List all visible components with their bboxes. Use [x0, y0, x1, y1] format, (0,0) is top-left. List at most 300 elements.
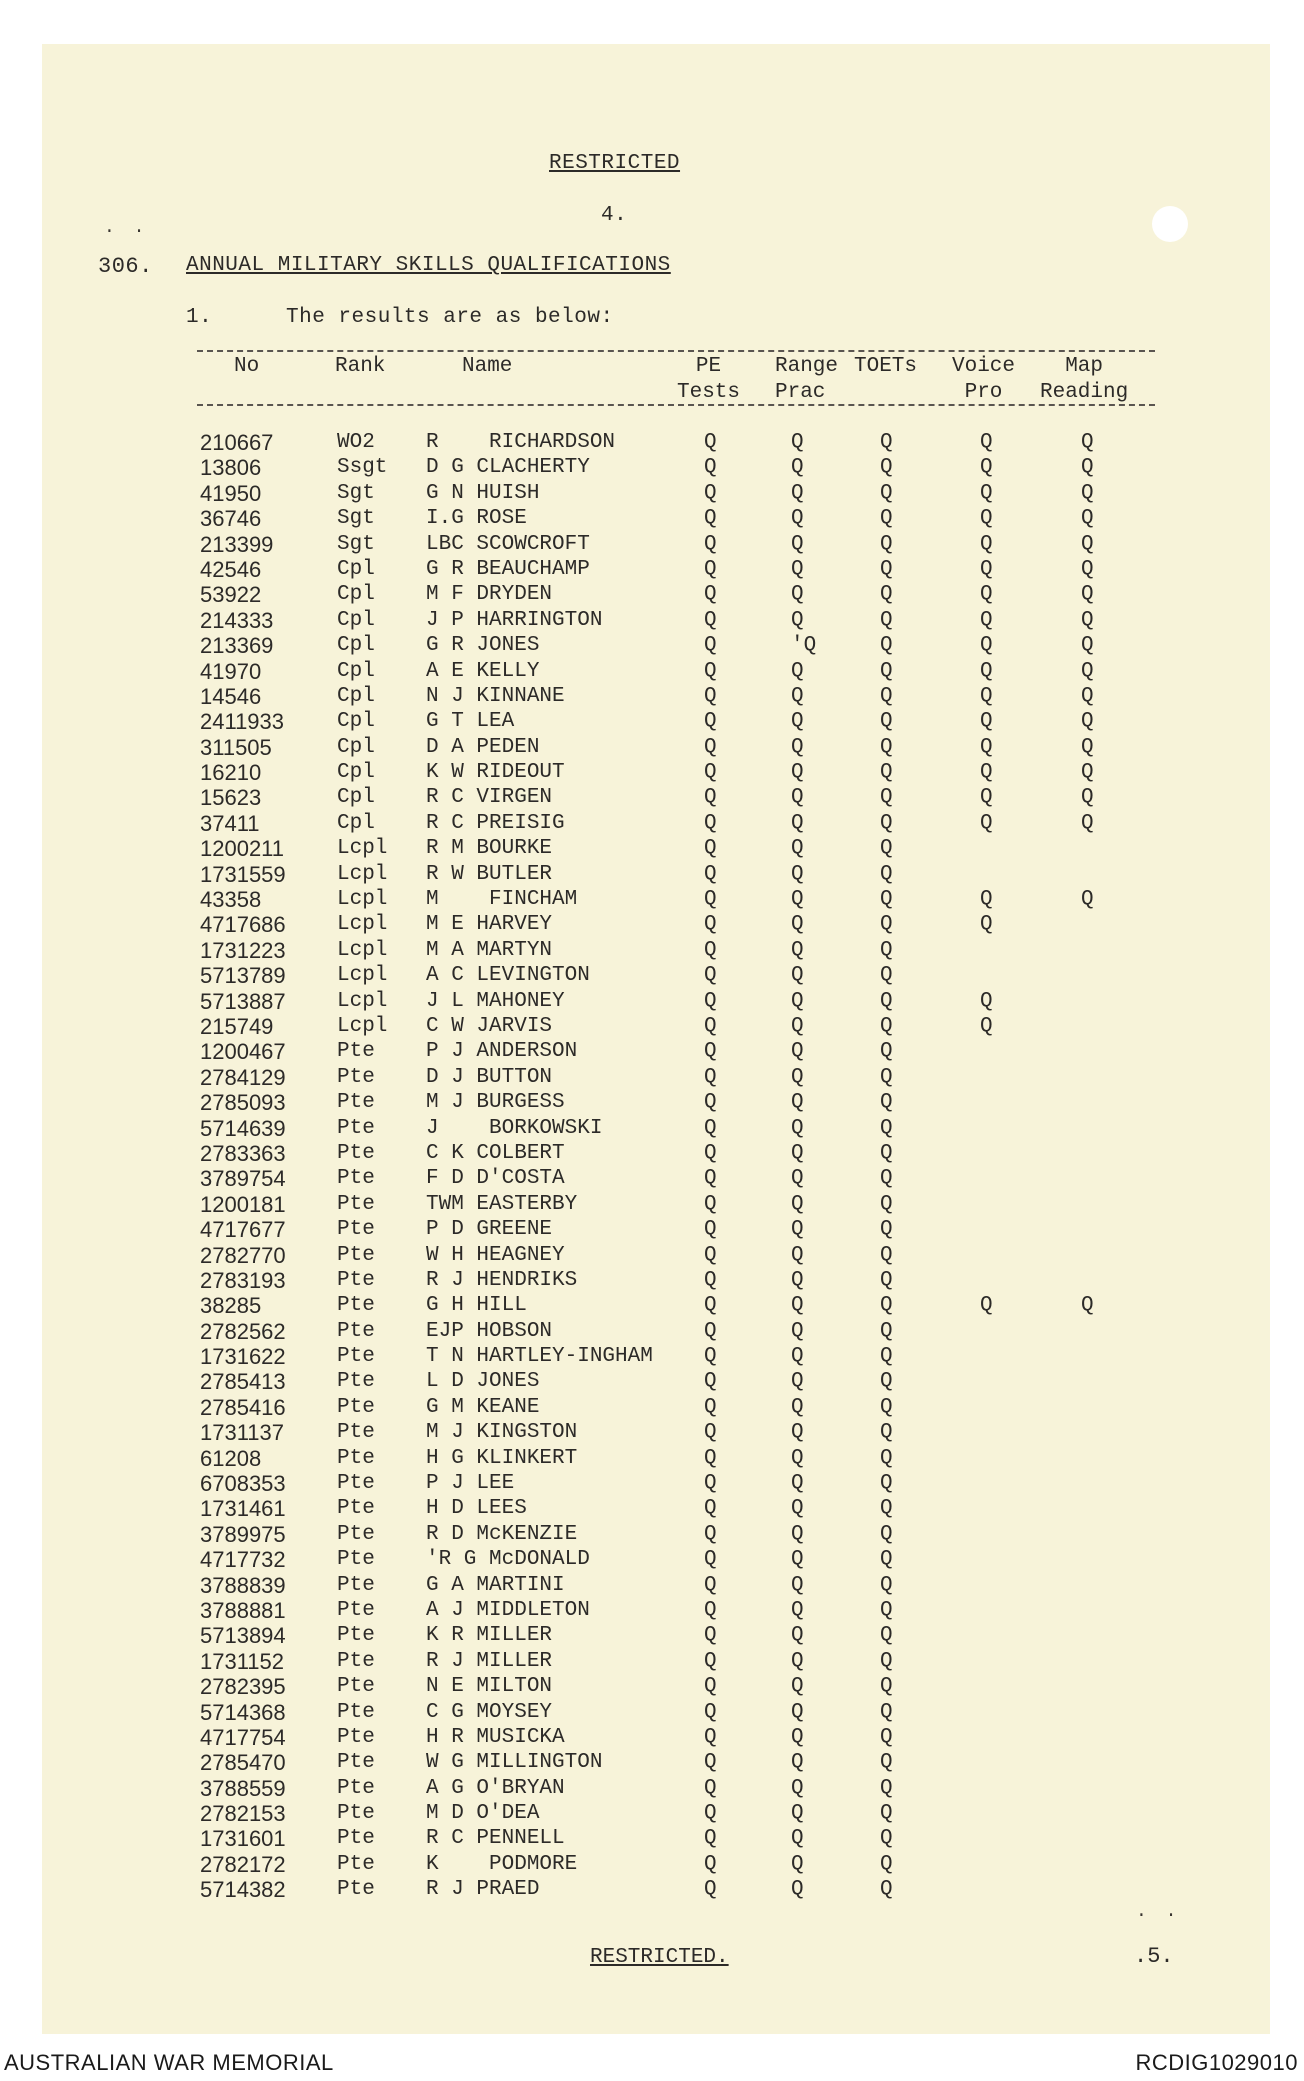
- cell-toets: Q: [880, 507, 893, 531]
- cell-pe-tests: Q: [704, 1725, 717, 1749]
- cell-pe-tests: Q: [704, 837, 717, 861]
- cell-map-reading: Q: [1081, 888, 1094, 912]
- cell-no: 4717677: [200, 1217, 286, 1243]
- cell-pe-tests: Q: [704, 1167, 717, 1191]
- table-row: [197, 1547, 1155, 1572]
- cell-no: 2783193: [200, 1267, 286, 1293]
- cell-no: 3789975: [200, 1521, 286, 1547]
- cell-toets: Q: [880, 1598, 893, 1622]
- cell-rank: Pte: [337, 1167, 375, 1191]
- cell-rank: Pte: [337, 1294, 375, 1318]
- cell-range-prac: Q: [791, 532, 804, 556]
- cell-name: D A PEDEN: [426, 735, 540, 759]
- caption-right: RCDIG1029010: [1135, 2050, 1298, 2075]
- cell-toets: Q: [880, 1091, 893, 1115]
- header-classification: RESTRICTED: [549, 152, 681, 175]
- cell-rank: Pte: [337, 1751, 375, 1775]
- table-row: [197, 709, 1155, 734]
- cell-name: R D McKENZIE: [426, 1522, 578, 1546]
- cell-map-reading: Q: [1081, 456, 1094, 480]
- cell-rank: Pte: [337, 1116, 375, 1140]
- cell-map-reading: Q: [1081, 811, 1094, 835]
- paragraph-text: The results are as below:: [286, 306, 614, 329]
- cell-pe-tests: Q: [704, 557, 717, 581]
- cell-toets: Q: [880, 761, 893, 785]
- cell-name: K PODMORE: [426, 1852, 578, 1876]
- cell-rank: Pte: [337, 1319, 375, 1343]
- cell-name: A E KELLY: [426, 659, 540, 683]
- margin-marks: · ·: [1136, 1906, 1181, 1926]
- cell-no: 43358: [200, 887, 262, 913]
- cell-name: R J HENDRIKS: [426, 1268, 578, 1292]
- cell-name: M FINCHAM: [426, 888, 578, 912]
- results-table: [197, 430, 1155, 1903]
- cell-rank: Pte: [337, 1395, 375, 1419]
- cell-rank: Pte: [337, 1446, 375, 1470]
- cell-pe-tests: Q: [704, 1116, 717, 1140]
- cell-range-prac: Q: [791, 1573, 804, 1597]
- cell-pe-tests: Q: [704, 913, 717, 937]
- cell-name: C G MOYSEY: [426, 1700, 553, 1724]
- cell-pe-tests: Q: [704, 1421, 717, 1445]
- cell-rank: Lcpl: [337, 989, 388, 1013]
- cell-no: 1731622: [200, 1344, 286, 1370]
- cell-toets: Q: [880, 1649, 893, 1673]
- cell-rank: Lcpl: [337, 913, 388, 937]
- cell-name: G H HILL: [426, 1294, 527, 1318]
- cell-pe-tests: Q: [704, 1294, 717, 1318]
- cell-pe-tests: Q: [704, 1192, 717, 1216]
- cell-range-prac: Q: [791, 735, 804, 759]
- cell-pe-tests: Q: [704, 989, 717, 1013]
- cell-rank: Lcpl: [337, 964, 388, 988]
- cell-rank: Cpl: [337, 659, 375, 683]
- table-row: [197, 1014, 1155, 1039]
- cell-name: M E HARVEY: [426, 913, 553, 937]
- cell-rank: Pte: [337, 1497, 375, 1521]
- cell-no: 1200467: [200, 1039, 286, 1065]
- cell-rank: Cpl: [337, 684, 375, 708]
- cell-no: 2411933: [200, 709, 285, 735]
- punch-hole: [1152, 206, 1188, 242]
- cell-pe-tests: Q: [704, 1446, 717, 1470]
- table-row: [197, 1649, 1155, 1674]
- table-row: [197, 455, 1155, 480]
- cell-name: K R MILLER: [426, 1624, 553, 1648]
- cell-map-reading: Q: [1081, 761, 1094, 785]
- cell-rank: Cpl: [337, 557, 375, 581]
- table-row: [197, 1573, 1155, 1598]
- cell-no: 1731137: [200, 1420, 285, 1446]
- table-row: [197, 1192, 1155, 1217]
- cell-no: 14546: [200, 683, 262, 709]
- cell-rank: Pte: [337, 1192, 375, 1216]
- table-row: [197, 887, 1155, 912]
- cell-no: 1200211: [200, 836, 285, 862]
- cell-voice-pro: Q: [980, 684, 993, 708]
- cell-name: M D O'DEA: [426, 1802, 540, 1826]
- cell-no: 13806: [200, 455, 262, 481]
- cell-no: 5713887: [200, 988, 286, 1014]
- cell-rank: Sgt: [337, 507, 375, 531]
- cell-voice-pro: Q: [980, 786, 993, 810]
- cell-toets: Q: [880, 1319, 893, 1343]
- table-row: [197, 862, 1155, 887]
- table-row: [197, 1369, 1155, 1394]
- cell-no: 2782770: [200, 1242, 286, 1268]
- cell-no: 2782562: [200, 1318, 286, 1344]
- table-row: [197, 760, 1155, 785]
- cell-toets: Q: [880, 1268, 893, 1292]
- cell-pe-tests: Q: [704, 938, 717, 962]
- cell-pe-tests: Q: [704, 1878, 717, 1902]
- cell-toets: Q: [880, 1370, 893, 1394]
- table-row: [197, 1293, 1155, 1318]
- cell-pe-tests: Q: [704, 1852, 717, 1876]
- cell-range-prac: Q: [791, 1802, 804, 1826]
- cell-voice-pro: Q: [980, 761, 993, 785]
- cell-name: R RICHARDSON: [426, 431, 616, 454]
- table-row: [197, 1166, 1155, 1191]
- cell-pe-tests: Q: [704, 1243, 717, 1267]
- cell-voice-pro: Q: [980, 634, 993, 658]
- paragraph-number: 1.: [186, 306, 213, 329]
- cell-toets: Q: [880, 837, 893, 861]
- table-row: [197, 1801, 1155, 1826]
- cell-name: H R MUSICKA: [426, 1725, 565, 1749]
- cell-no: 36746: [200, 506, 262, 532]
- cell-voice-pro: Q: [980, 532, 993, 556]
- cell-voice-pro: Q: [980, 608, 993, 632]
- cell-toets: Q: [880, 913, 893, 937]
- cell-range-prac: Q: [791, 811, 804, 835]
- cell-toets: Q: [880, 1421, 893, 1445]
- cell-pe-tests: Q: [704, 1345, 717, 1369]
- cell-toets: Q: [880, 608, 893, 632]
- cell-name: G A MARTINI: [426, 1573, 565, 1597]
- cell-name: R W BUTLER: [426, 862, 553, 886]
- cell-rank: Pte: [337, 1040, 375, 1064]
- cell-name: G T LEA: [426, 710, 515, 734]
- cell-name: G N HUISH: [426, 481, 540, 505]
- cell-range-prac: Q: [791, 1649, 804, 1673]
- cell-rank: Ssgt: [337, 456, 388, 480]
- cell-pe-tests: Q: [704, 532, 717, 556]
- cell-name: T N HARTLEY-INGHAM: [426, 1345, 653, 1369]
- table-row: [197, 836, 1155, 861]
- cell-voice-pro: Q: [980, 659, 993, 683]
- table-row: [197, 963, 1155, 988]
- cell-range-prac: Q: [791, 1751, 804, 1775]
- cell-range-prac: Q: [791, 1548, 804, 1572]
- table-row: [197, 1446, 1155, 1471]
- cell-range-prac: Q: [791, 964, 804, 988]
- cell-no: 214333: [200, 607, 274, 633]
- cell-voice-pro: Q: [980, 557, 993, 581]
- cell-pe-tests: Q: [704, 761, 717, 785]
- cell-no: 213369: [200, 633, 274, 659]
- cell-range-prac: Q: [791, 761, 804, 785]
- cell-range-prac: Q: [791, 938, 804, 962]
- cell-no: 215749: [200, 1013, 274, 1039]
- cell-range-prac: Q: [791, 1522, 804, 1546]
- col-no: No: [234, 355, 260, 378]
- cell-name: 'R G McDONALD: [426, 1548, 590, 1572]
- cell-range-prac: Q: [791, 1268, 804, 1292]
- cell-toets: Q: [880, 811, 893, 835]
- cell-no: 1731559: [200, 861, 286, 887]
- table-row: [197, 481, 1155, 506]
- cell-range-prac: Q: [791, 1675, 804, 1699]
- cell-rank: Pte: [337, 1548, 375, 1572]
- cell-pe-tests: Q: [704, 1497, 717, 1521]
- table-row: [197, 1243, 1155, 1268]
- cell-name: J BORKOWSKI: [426, 1116, 603, 1140]
- col-toets: TOETs: [854, 355, 918, 378]
- cell-range-prac: Q: [791, 1624, 804, 1648]
- cell-rank: Pte: [337, 1624, 375, 1648]
- cell-no: 41950: [200, 480, 262, 506]
- cell-rank: Cpl: [337, 735, 375, 759]
- cell-rank: Sgt: [337, 532, 375, 556]
- table-row: [197, 1826, 1155, 1851]
- cell-range-prac: Q: [791, 1091, 804, 1115]
- cell-pe-tests: Q: [704, 608, 717, 632]
- cell-voice-pro: Q: [980, 507, 993, 531]
- cell-pe-tests: Q: [704, 659, 717, 683]
- cell-no: 5714639: [200, 1115, 286, 1141]
- col-map: Map Reading: [1040, 355, 1129, 404]
- table-row: [197, 785, 1155, 810]
- cell-range-prac: Q: [791, 1700, 804, 1724]
- cell-range-prac: Q: [791, 1497, 804, 1521]
- cell-no: 311505: [200, 734, 272, 760]
- table-row: [197, 506, 1155, 531]
- cell-rank: Pte: [337, 1725, 375, 1749]
- table-row: [197, 1065, 1155, 1090]
- table-row: [197, 1217, 1155, 1242]
- cell-no: 37411: [200, 810, 260, 836]
- col-voice: Voice Pro: [952, 355, 1016, 404]
- cell-range-prac: Q: [791, 456, 804, 480]
- cell-range-prac: Q: [791, 481, 804, 505]
- cell-range-prac: Q: [791, 1878, 804, 1902]
- cell-no: 1731152: [200, 1648, 285, 1674]
- cell-toets: Q: [880, 1446, 893, 1470]
- cell-name: D G CLACHERTY: [426, 456, 590, 480]
- cell-no: 41970: [200, 658, 262, 684]
- cell-pe-tests: Q: [704, 888, 717, 912]
- cell-pe-tests: Q: [704, 1091, 717, 1115]
- cell-pe-tests: Q: [704, 481, 717, 505]
- cell-no: 3788881: [200, 1597, 286, 1623]
- cell-pe-tests: Q: [704, 710, 717, 734]
- cell-range-prac: 'Q: [791, 634, 817, 658]
- table-row: [197, 1852, 1155, 1877]
- table-row: [197, 684, 1155, 709]
- cell-voice-pro: Q: [980, 811, 993, 835]
- cell-map-reading: Q: [1081, 659, 1094, 683]
- table-row: [197, 989, 1155, 1014]
- cell-range-prac: Q: [791, 507, 804, 531]
- table-row: [197, 1039, 1155, 1064]
- col-pe: PE Tests: [677, 355, 741, 404]
- cell-range-prac: Q: [791, 1421, 804, 1445]
- cell-range-prac: Q: [791, 1370, 804, 1394]
- cell-rank: Pte: [337, 1218, 375, 1242]
- cell-name: W H HEAGNEY: [426, 1243, 565, 1267]
- next-page-number: .5.: [1134, 1944, 1174, 1969]
- cell-toets: Q: [880, 583, 893, 607]
- cell-toets: Q: [880, 1243, 893, 1267]
- cell-name: R C PREISIG: [426, 811, 565, 835]
- cell-range-prac: Q: [791, 710, 804, 734]
- cell-toets: Q: [880, 557, 893, 581]
- cell-name: D J BUTTON: [426, 1065, 553, 1089]
- table-row: [197, 811, 1155, 836]
- cell-pe-tests: Q: [704, 1700, 717, 1724]
- table-row: [197, 1344, 1155, 1369]
- cell-no: 61208: [200, 1445, 262, 1471]
- cell-map-reading: Q: [1081, 431, 1094, 454]
- cell-rank: Sgt: [337, 481, 375, 505]
- cell-pe-tests: Q: [704, 811, 717, 835]
- cell-toets: Q: [880, 1802, 893, 1826]
- cell-map-reading: Q: [1081, 481, 1094, 505]
- cell-rank: WO2: [337, 431, 375, 454]
- cell-no: 38285: [200, 1293, 262, 1319]
- cell-toets: Q: [880, 1218, 893, 1242]
- cell-rank: Pte: [337, 1573, 375, 1597]
- cell-name: TWM EASTERBY: [426, 1192, 578, 1216]
- cell-toets: Q: [880, 1700, 893, 1724]
- cell-rank: Pte: [337, 1370, 375, 1394]
- table-row: [197, 1700, 1155, 1725]
- cell-voice-pro: Q: [980, 456, 993, 480]
- cell-no: 42546: [200, 556, 262, 582]
- cell-name: R J PRAED: [426, 1878, 540, 1902]
- cell-no: 53922: [200, 582, 262, 608]
- table-row: [197, 1725, 1155, 1750]
- cell-no: 3789754: [200, 1166, 286, 1192]
- cell-voice-pro: Q: [980, 1014, 993, 1038]
- table-row: [197, 1471, 1155, 1496]
- cell-pe-tests: Q: [704, 1751, 717, 1775]
- table-row: [197, 659, 1155, 684]
- margin-marks: · ·: [104, 222, 149, 242]
- cell-name: K W RIDEOUT: [426, 761, 565, 785]
- cell-toets: Q: [880, 532, 893, 556]
- cell-rank: Pte: [337, 1141, 375, 1165]
- cell-name: F D D'COSTA: [426, 1167, 565, 1191]
- cell-name: M J BURGESS: [426, 1091, 565, 1115]
- cell-toets: Q: [880, 1472, 893, 1496]
- cell-range-prac: Q: [791, 1294, 804, 1318]
- cell-toets: Q: [880, 1776, 893, 1800]
- cell-rank: Pte: [337, 1649, 375, 1673]
- cell-range-prac: Q: [791, 1167, 804, 1191]
- cell-rank: Pte: [337, 1421, 375, 1445]
- cell-range-prac: Q: [791, 837, 804, 861]
- cell-rank: Pte: [337, 1802, 375, 1826]
- table-row: [197, 1496, 1155, 1521]
- table-row: [197, 1141, 1155, 1166]
- cell-range-prac: Q: [791, 888, 804, 912]
- cell-range-prac: Q: [791, 557, 804, 581]
- table-row: [197, 1877, 1155, 1902]
- cell-rank: Pte: [337, 1776, 375, 1800]
- cell-no: 15623: [200, 785, 262, 811]
- cell-name: R M BOURKE: [426, 837, 553, 861]
- cell-pe-tests: Q: [704, 1624, 717, 1648]
- cell-toets: Q: [880, 1725, 893, 1749]
- table-row: [197, 938, 1155, 963]
- cell-no: 2782395: [200, 1674, 286, 1700]
- cell-no: 2782172: [200, 1851, 286, 1877]
- cell-toets: Q: [880, 1065, 893, 1089]
- cell-toets: Q: [880, 1497, 893, 1521]
- table-row: [197, 912, 1155, 937]
- cell-name: N E MILTON: [426, 1675, 553, 1699]
- cell-toets: Q: [880, 786, 893, 810]
- cell-no: 2785093: [200, 1090, 286, 1116]
- cell-pe-tests: Q: [704, 456, 717, 480]
- cell-pe-tests: Q: [704, 1141, 717, 1165]
- table-row: [197, 1776, 1155, 1801]
- cell-range-prac: Q: [791, 684, 804, 708]
- cell-name: R J MILLER: [426, 1649, 553, 1673]
- cell-name: A J MIDDLETON: [426, 1598, 590, 1622]
- cell-name: J L MAHONEY: [426, 989, 565, 1013]
- cell-pe-tests: Q: [704, 431, 717, 454]
- cell-name: J P HARRINGTON: [426, 608, 603, 632]
- cell-range-prac: Q: [791, 659, 804, 683]
- table-row: [197, 1750, 1155, 1775]
- cell-rank: Pte: [337, 1091, 375, 1115]
- cell-name: I.G ROSE: [426, 507, 527, 531]
- cell-rank: Pte: [337, 1700, 375, 1724]
- cell-name: A G O'BRYAN: [426, 1776, 565, 1800]
- page-number: 4.: [601, 204, 628, 227]
- cell-range-prac: Q: [791, 583, 804, 607]
- cell-no: 1200181: [200, 1191, 286, 1217]
- table-row: [197, 1522, 1155, 1547]
- cell-toets: Q: [880, 964, 893, 988]
- cell-voice-pro: Q: [980, 583, 993, 607]
- cell-toets: Q: [880, 1878, 893, 1902]
- cell-rank: Pte: [337, 1675, 375, 1699]
- cell-toets: Q: [880, 456, 893, 480]
- cell-range-prac: Q: [791, 431, 804, 454]
- cell-no: 3788559: [200, 1775, 286, 1801]
- cell-map-reading: Q: [1081, 634, 1094, 658]
- cell-no: 4717732: [200, 1547, 286, 1573]
- cell-range-prac: Q: [791, 1192, 804, 1216]
- cell-rank: Pte: [337, 1243, 375, 1267]
- cell-toets: Q: [880, 1675, 893, 1699]
- cell-rank: Cpl: [337, 710, 375, 734]
- cell-toets: Q: [880, 659, 893, 683]
- cell-map-reading: Q: [1081, 608, 1094, 632]
- cell-rank: Cpl: [337, 761, 375, 785]
- cell-toets: Q: [880, 1395, 893, 1419]
- table-row: [197, 1598, 1155, 1623]
- cell-range-prac: Q: [791, 1598, 804, 1622]
- cell-rank: Pte: [337, 1268, 375, 1292]
- cell-map-reading: Q: [1081, 684, 1094, 708]
- table-header: [197, 350, 1155, 406]
- cell-toets: Q: [880, 1624, 893, 1648]
